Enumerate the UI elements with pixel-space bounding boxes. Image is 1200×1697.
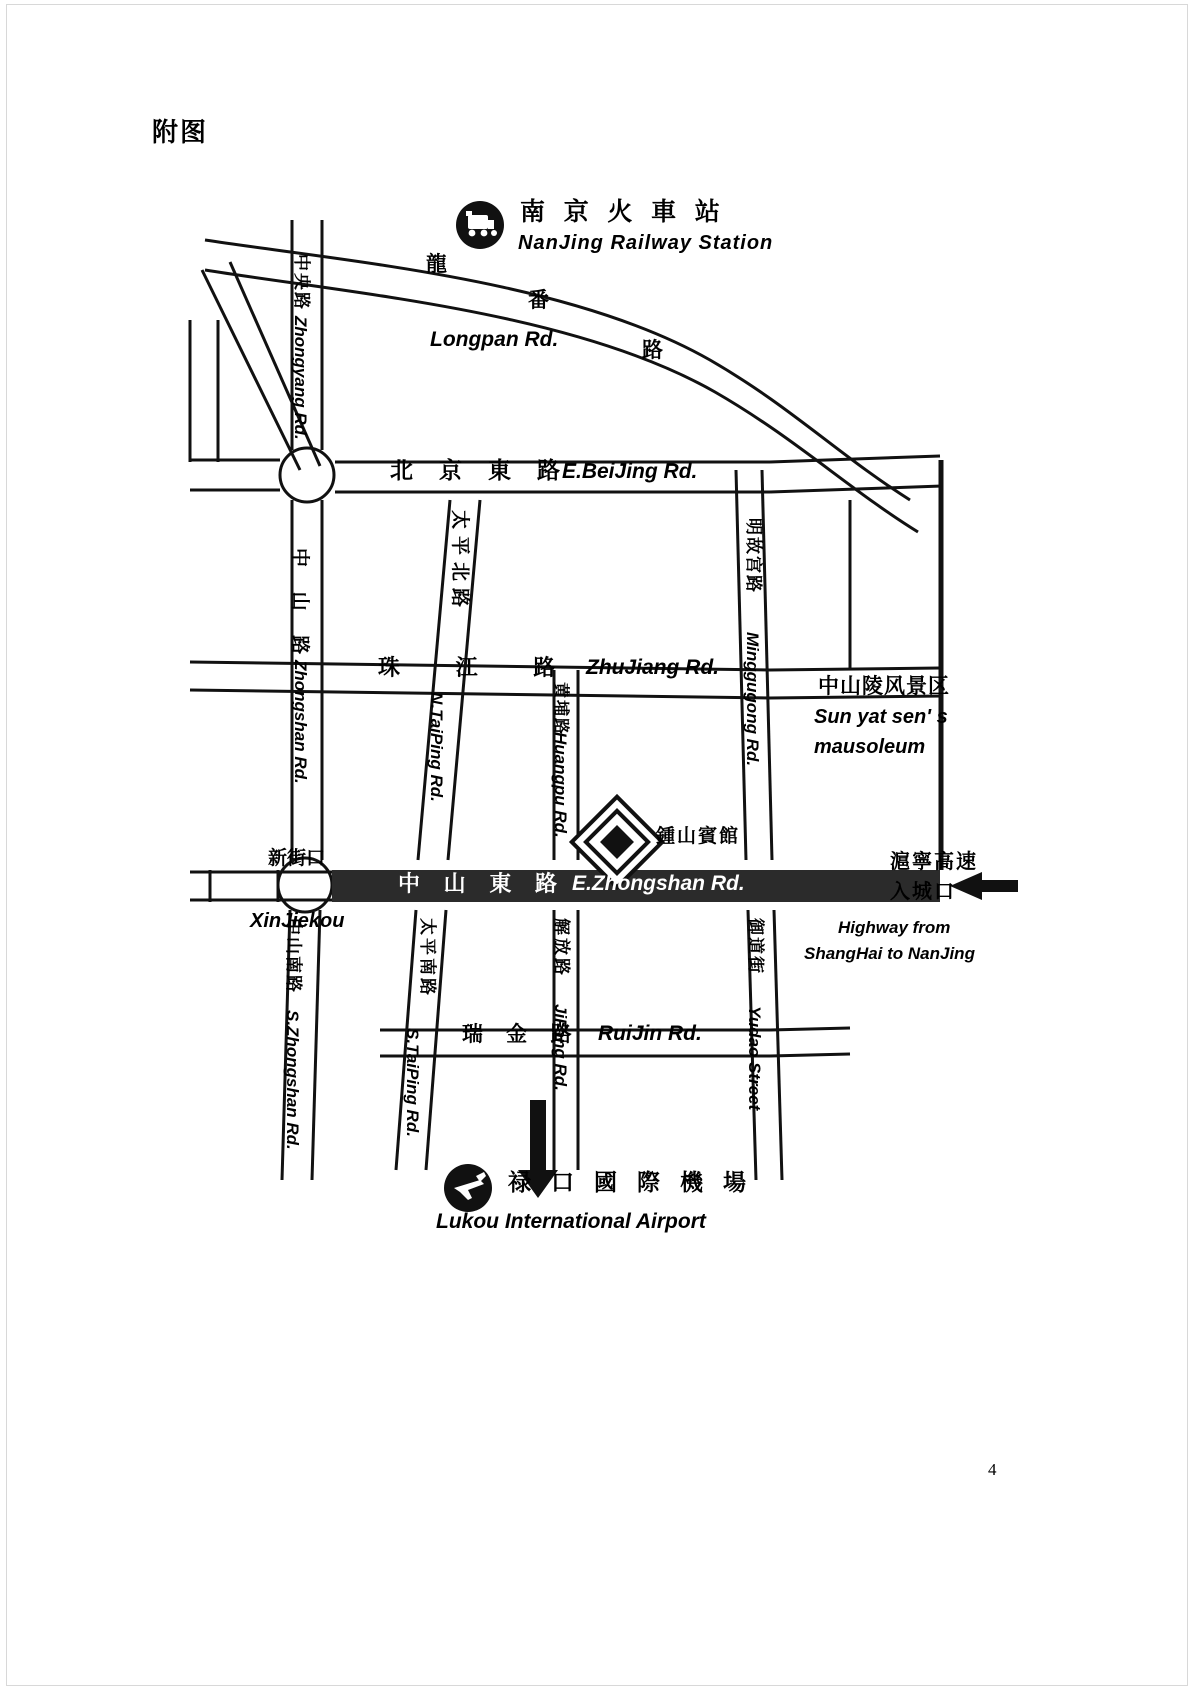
- annotation-highway-cn1: 滬寧高速: [890, 849, 978, 873]
- landmark-label-hotel-cn: 鍾山賓館: [656, 825, 741, 847]
- annotation-highway-cn2: 入城口: [890, 879, 956, 903]
- map-figure: [150, 170, 1050, 1270]
- page-number: 4: [988, 1460, 997, 1479]
- annotation-highway-en1: Highway from: [838, 918, 951, 937]
- road-label-zhongyang-en: Zhongyang Rd.: [291, 316, 310, 440]
- road-label-huangpu-en: Huangpu Rd.: [551, 732, 570, 838]
- road-label-szhongshan-cn: 中山南路: [283, 918, 303, 994]
- annotation-highway-en2: ShangHai to NanJing: [804, 944, 975, 963]
- road-label-ruijin-cn: 瑞 金 路: [462, 1022, 580, 1046]
- highlighted-road-band: [190, 870, 940, 902]
- train-icon: [456, 201, 504, 249]
- road-label-yudao-cn: 御道街: [745, 918, 765, 975]
- road-label-huangpu-cn: 黄埔路: [552, 682, 571, 737]
- road-label-minggugong-en: Minggugong Rd.: [743, 632, 762, 767]
- road-label-ntaiping-cn: 太平北路: [449, 510, 471, 615]
- road-label-jifang-en: JiFang Rd.: [551, 1004, 570, 1091]
- road-label-jifang-cn: 解放路: [551, 918, 571, 978]
- road-label-beijing-en: E.BeiJing Rd.: [562, 460, 698, 483]
- road-label-beijing-cn: 北 京 東 路: [390, 458, 570, 484]
- road-label-ezhongshan-cn: 中 山 東 路: [398, 872, 565, 897]
- road-label-staiping-cn: 太平南路: [417, 918, 437, 998]
- road-label-longpan-cn-2: 番: [528, 288, 549, 312]
- road-label-staiping-en: S.TaiPing Rd.: [403, 1028, 422, 1137]
- road-label-minggugong-cn: 明故宫路: [743, 518, 763, 594]
- landmark-label-xinjiekou-cn: 新街口: [268, 847, 326, 869]
- landmark-label-airport-cn: 禄 口 國 際 機 場: [508, 1170, 753, 1196]
- page-title: 附图: [152, 118, 209, 148]
- landmark-label-railway-cn: 南 京 火 車 站: [520, 197, 725, 226]
- road-label-ruijin-en: RuiJin Rd.: [598, 1022, 702, 1045]
- road-label-longpan-en: Longpan Rd.: [430, 328, 559, 351]
- junction-ticks: [210, 870, 278, 902]
- airport-icon: [444, 1164, 492, 1212]
- landmark-label-railway-en: NanJing Railway Station: [518, 232, 774, 254]
- road-label-ezhongshan-en: E.Zhongshan Rd.: [572, 872, 745, 895]
- landmark-label-mausoleum-cn: 中山陵风景区: [818, 674, 950, 698]
- road-label-zhujiang-en: ZhuJiang Rd.: [586, 656, 719, 679]
- road-label-zhongshan-cn: 中 山 路: [289, 548, 311, 664]
- road-label-ntaiping-en: N.TaiPing Rd.: [427, 692, 446, 802]
- left-arrow-icon: [950, 872, 1018, 900]
- landmark-label-xinjiekou-en: XinJiekou: [250, 910, 345, 932]
- road-label-yudao-en: Yudao Street: [745, 1006, 764, 1111]
- road-label-zhujiang-cn: 珠 江 路: [378, 656, 580, 681]
- road-label-zhongshan-en: Zhongshan Rd.: [291, 660, 310, 784]
- landmark-label-mausoleum-en1: Sun yat sen' s: [814, 706, 948, 728]
- landmark-label-airport-en: Lukou International Airport: [436, 1210, 706, 1233]
- landmark-label-mausoleum-en2: mausoleum: [814, 736, 926, 758]
- road-label-zhongyang-cn: 中央路: [291, 254, 311, 311]
- road-label-longpan-cn-3: 路: [642, 338, 663, 362]
- road-label-szhongshan-en: S.Zhongshan Rd.: [283, 1010, 302, 1150]
- road-label-longpan-cn-1: 龍: [426, 252, 447, 276]
